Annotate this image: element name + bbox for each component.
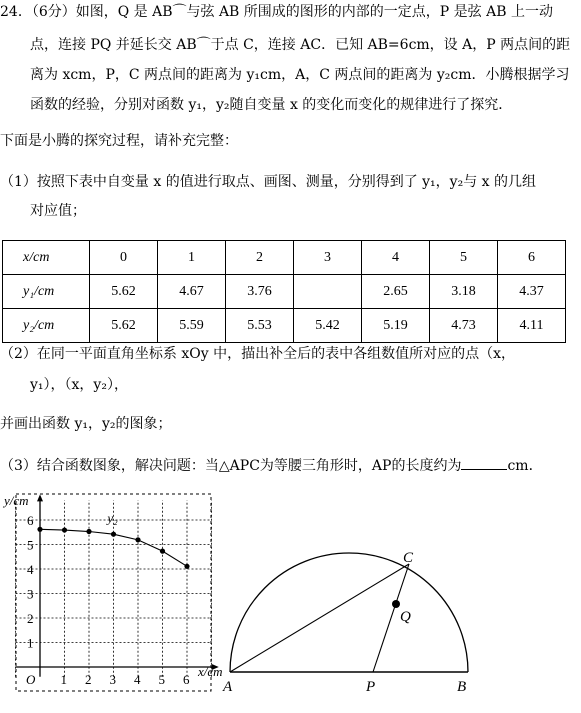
point-q bbox=[392, 600, 400, 608]
data-point bbox=[37, 527, 42, 532]
table-cell: 6 bbox=[498, 241, 566, 275]
intro-text: 下面是小腾的探究过程，请补充完整： bbox=[0, 133, 238, 149]
data-point bbox=[62, 527, 67, 532]
y-tick-label: 3 bbox=[27, 586, 34, 602]
table-cell: 1 bbox=[158, 241, 226, 275]
y-tick-label: 5 bbox=[27, 537, 34, 553]
question-line-4: 函数的经验，分别对函数 y₁，y₂随自变量 x 的变化而变化的规律进行了探究． bbox=[30, 97, 513, 113]
x-tick-label: 5 bbox=[158, 672, 165, 687]
data-point bbox=[135, 537, 140, 542]
table-row bbox=[3, 241, 566, 275]
x-tick-label: 2 bbox=[85, 672, 92, 687]
question-line-1: 24．（6分）如图，Q 是 AB⌒与弦 AB 所围成的图形的内部的一定点，P 是弦 AB 上一动 bbox=[0, 4, 553, 20]
y-tick-label: 2 bbox=[27, 611, 34, 626]
table-cell: 2.65 bbox=[362, 275, 430, 309]
x-axis-label: x/cm bbox=[198, 664, 223, 679]
x-tick-label: 3 bbox=[109, 672, 116, 687]
table-row bbox=[3, 275, 566, 309]
part2-line-1: （2）在同一平面直角坐标系 xOy 中，描出补全后的表中各组数值所对应的点（x， bbox=[0, 346, 515, 362]
table-cell: 4.11 bbox=[498, 309, 566, 343]
table-row bbox=[3, 309, 566, 343]
table-cell: 5.62 bbox=[90, 309, 158, 343]
table-cell: 4.67 bbox=[158, 275, 226, 309]
y-tick-label: 6 bbox=[27, 513, 34, 528]
data-point bbox=[160, 549, 165, 554]
series-label: y₂ bbox=[107, 510, 118, 526]
table-cell: 4.37 bbox=[498, 275, 566, 309]
label-c: C bbox=[403, 550, 414, 566]
label-q: Q bbox=[400, 609, 411, 625]
question-line-3: 离为 xcm，P，C 两点间的距离为 y₁cm，A，C 两点间的距离为 y₂cm．小腾根据学习 bbox=[30, 67, 570, 83]
value-table bbox=[2, 240, 566, 343]
table-cell: 3.76 bbox=[226, 275, 294, 309]
label-a: A bbox=[223, 679, 233, 695]
table-cell: 5.59 bbox=[158, 309, 226, 343]
data-point bbox=[86, 529, 91, 534]
table-cell: 4 bbox=[362, 241, 430, 275]
y-axis-arrow bbox=[37, 494, 43, 501]
table-cell: 0 bbox=[90, 241, 158, 275]
part2-line-2: y₁），（x，y₂）， bbox=[30, 377, 128, 393]
data-point bbox=[184, 564, 189, 569]
label-b: B bbox=[457, 679, 467, 695]
x-tick-label: 1 bbox=[60, 672, 67, 687]
x-tick-label: 4 bbox=[134, 672, 141, 687]
part3-line bbox=[0, 455, 543, 476]
y-axis-label: y/cm bbox=[4, 493, 29, 508]
table-cell: 5.19 bbox=[362, 309, 430, 343]
table-cell: 5.53 bbox=[226, 309, 294, 343]
part3-unit: cm． bbox=[507, 458, 543, 474]
segment-ac bbox=[230, 564, 409, 672]
table-cell: 5 bbox=[430, 241, 498, 275]
part1-line-2: 对应值； bbox=[30, 203, 86, 219]
answer-blank[interactable] bbox=[461, 455, 507, 470]
part3-text: （3）结合函数图象，解决问题：当△APC为等腰三角形时，AP的长度约为 bbox=[0, 458, 462, 474]
table-cell: 3.18 bbox=[430, 275, 498, 309]
geometry-figure bbox=[215, 540, 480, 700]
table-cell: 5.42 bbox=[294, 309, 362, 343]
table-cell: 3 bbox=[294, 241, 362, 275]
table-cell-blank bbox=[294, 275, 362, 309]
coordinate-chart bbox=[0, 490, 223, 695]
table-cell: 5.62 bbox=[90, 275, 158, 309]
y-tick-label: 1 bbox=[27, 635, 34, 651]
data-point bbox=[111, 532, 116, 537]
part1-line-1: （1）按照下表中自变量 x 的值进行取点、画图、测量，分别得到了 y₁，y₂与 x 的几组 bbox=[0, 174, 536, 190]
part2-line-3: 并画出函数 y₁，y₂的图象； bbox=[0, 416, 172, 432]
origin-label: O bbox=[26, 672, 36, 687]
table-header-y1: y₁/cm bbox=[3, 275, 90, 309]
table-cell: 2 bbox=[226, 241, 294, 275]
label-p: P bbox=[366, 679, 376, 695]
y-tick-label: 4 bbox=[27, 562, 34, 577]
table-header-x: x/cm bbox=[3, 241, 90, 275]
question-line-2: 点，连接 PQ 并延长交 AB⌒于点 C，连接 AC．已知 AB=6cm，设 A，P 两点间的距 bbox=[30, 37, 571, 53]
arc-ab bbox=[230, 553, 468, 672]
table-cell: 4.73 bbox=[430, 309, 498, 343]
x-tick-label: 6 bbox=[183, 672, 190, 687]
table-header-y2: y₂/cm bbox=[3, 309, 90, 343]
